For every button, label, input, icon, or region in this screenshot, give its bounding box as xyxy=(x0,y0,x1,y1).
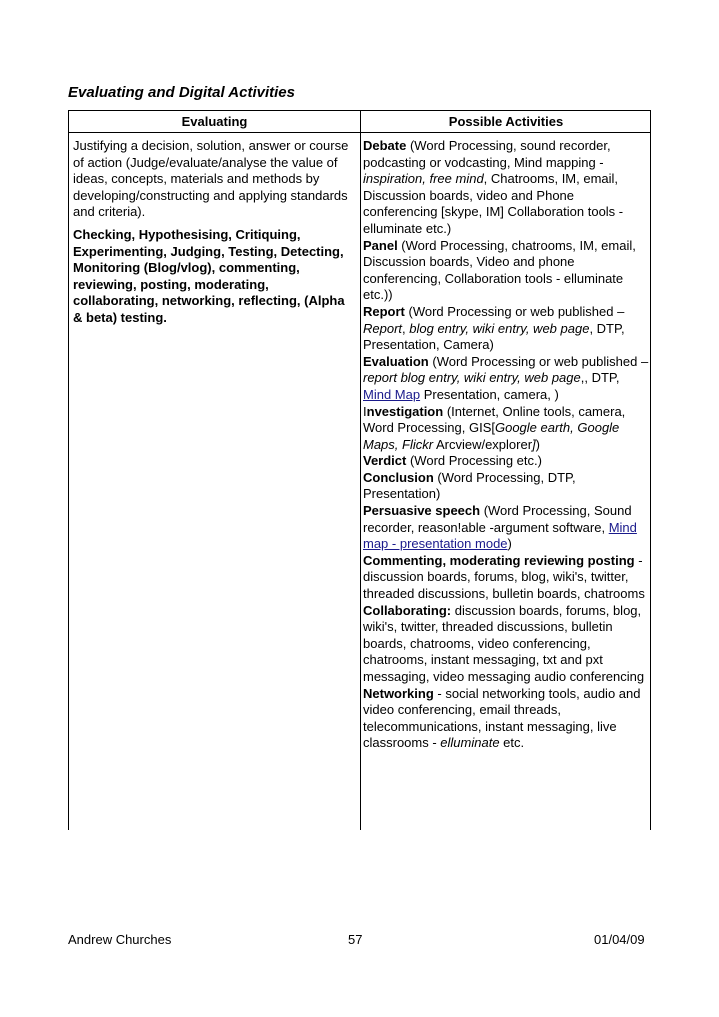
evaluating-cell xyxy=(73,138,353,327)
footer-date: 01/04/09 xyxy=(594,932,645,947)
activity-investigation-italic: Google earth, Google Maps, Flickr xyxy=(363,420,620,452)
activity-investigation-initial: I xyxy=(363,403,367,419)
activity-report-name: Report xyxy=(363,303,405,319)
header-evaluating: Evaluating xyxy=(181,114,248,129)
footer-author: Andrew Churches xyxy=(68,932,172,947)
activity-report-italic-2: blog entry, wiki entry, web page xyxy=(409,320,590,336)
mind-map-presentation-link[interactable]: Mind map - presentation mode xyxy=(363,519,637,552)
activity-panel xyxy=(363,238,650,304)
activity-networking-italic: elluminate xyxy=(440,735,500,751)
activity-networking-text: - social networking tools, audio and video conferencing, email threads, telecommunications, instant messaging, live classrooms - xyxy=(363,685,641,751)
activity-evaluation xyxy=(363,354,650,404)
evaluating-keywords: Checking, Hypothesising, Critiquing, Experimenting, Judging, Testing, Detecting, Monitoring (Blog/vlog), commenting, reviewing, posting, moderating, collaborating, networking, reflecting, (Alpha & beta) testing. xyxy=(73,226,345,325)
activity-report-italic: Report xyxy=(363,320,403,336)
activity-persuasive-speech xyxy=(363,503,650,553)
activity-commenting xyxy=(363,553,650,603)
activity-verdict xyxy=(363,453,650,470)
table-header-row xyxy=(69,111,650,133)
activity-evaluation-text-3: Presentation, camera, ) xyxy=(420,386,559,402)
activity-conclusion xyxy=(363,470,650,503)
activity-investigation-text-3: ) xyxy=(535,436,541,452)
activity-commenting-name: Commenting, moderating reviewing posting xyxy=(363,552,635,568)
activity-evaluation-italic: report blog entry, wiki entry, web page xyxy=(363,370,581,386)
activity-panel-name: Panel xyxy=(363,237,398,253)
activity-verdict-text: (Word Processing etc.) xyxy=(406,453,542,469)
activity-evaluation-text-2: ,, DTP, xyxy=(580,370,620,386)
activity-debate-name: Debate xyxy=(363,138,407,153)
activity-networking-name: Networking xyxy=(363,685,434,701)
activity-persuasive-name: Persuasive speech xyxy=(363,503,481,519)
activity-debate-text-2: , Chatrooms, IM, email, Discussion boards, video and Phone conferencing [skype, IM] Collaboration tools - elluminate etc.) xyxy=(363,171,624,236)
activity-collaborating-name: Collaborating: xyxy=(363,602,452,618)
mind-map-link[interactable]: Mind Map xyxy=(363,386,421,402)
activity-verdict-name: Verdict xyxy=(363,453,407,469)
column-divider xyxy=(360,111,361,830)
activity-conclusion-name: Conclusion xyxy=(363,469,434,485)
activity-investigation-text-2: Arcview/explorer xyxy=(433,436,533,452)
activity-commenting-text: - discussion boards, forums, blog, wiki's, twitter, threaded discussions, bulletin boards, chatrooms xyxy=(363,552,645,602)
activity-evaluation-name: Evaluation xyxy=(363,353,429,369)
activity-debate xyxy=(363,138,650,238)
activity-report-text: (Word Processing or web published – xyxy=(404,303,625,319)
activity-debate-tools: inspiration, free mind xyxy=(363,171,484,187)
activities-table xyxy=(68,110,651,830)
activity-conclusion-text: (Word Processing, DTP, Presentation) xyxy=(363,469,576,502)
activity-collaborating-text: discussion boards, forums, blog, wiki's, twitter, threaded discussions, bulletin boards, chatrooms, video conferencing, chatrooms, instant messaging, txt and pxt messaging, video messaging audio conferencing xyxy=(363,602,645,684)
activity-report-text-2: , xyxy=(402,320,410,336)
header-possible-activities: Possible Activities xyxy=(448,114,564,129)
section-title: Evaluating and Digital Activities xyxy=(68,84,295,101)
activity-persuasive-text: (Word Processing, Sound recorder, reason!able -argument software, xyxy=(363,503,632,535)
activity-evaluation-text: (Word Processing or web published – xyxy=(428,353,649,369)
activity-networking-text-2: etc. xyxy=(499,735,525,751)
evaluating-description: Justifying a decision, solution, answer or course of action (Judge/evaluate/analyse the value of ideas, concepts, materials and methods by developing/constructing and applying standards and criteria). xyxy=(73,138,349,220)
activity-panel-text: (Word Processing, chatrooms, IM, email, Discussion boards, Video and phone conferencing, Collaboration tools - elluminate etc.)) xyxy=(363,237,636,303)
activity-investigation-text: (Internet, Online tools, camera, Word Processing, GIS[ xyxy=(363,403,626,436)
activity-investigation-italic-2: ] xyxy=(532,436,536,452)
activity-investigation xyxy=(363,404,650,454)
activity-persuasive-text-2: ) xyxy=(507,536,512,552)
activities-cell xyxy=(363,138,650,752)
activity-networking xyxy=(363,686,650,752)
activity-report-text-3: , DTP, Presentation, Camera) xyxy=(363,320,625,353)
footer-page-number: 57 xyxy=(348,932,363,947)
activity-report xyxy=(363,304,650,354)
activity-investigation-name: nvestigation xyxy=(366,403,444,419)
activity-collaborating xyxy=(363,603,650,686)
activity-debate-text: (Word Processing, sound recorder, podcasting or vodcasting, Mind mapping - xyxy=(363,138,611,170)
